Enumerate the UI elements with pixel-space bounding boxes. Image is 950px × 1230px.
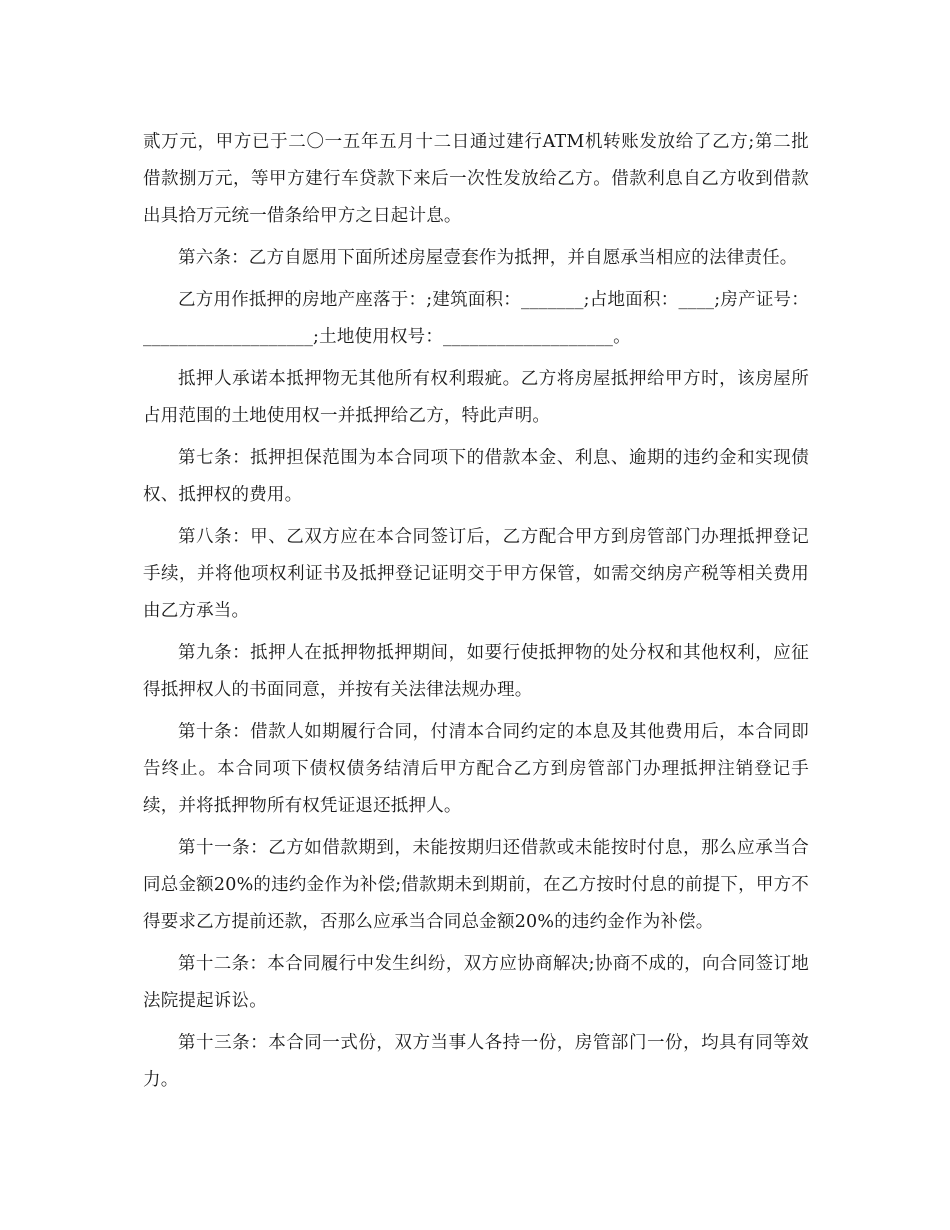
paragraph-mortgagor-commitment: 抵押人承诺本抵押物无其他所有权利瑕疵。乙方将房屋抵押给甲方时，该房屋所占用范围的土地使用权一并抵押给乙方，特此声明。 xyxy=(143,369,809,426)
paragraph-article-13: 第十三条：本合同一式份，双方当事人各持一份，房管部门一份，均具有同等效力。 xyxy=(143,1033,809,1090)
paragraph-article-6: 第六条：乙方自愿用下面所述房屋壹套作为抵押，并自愿承当相应的法律责任。 xyxy=(178,248,798,268)
paragraph-article-9: 第九条：抵押人在抵押物抵押期间，如要行使抵押物的处分权和其他权利，应征得抵押权人的书面同意，并按有关法律法规办理。 xyxy=(143,643,809,700)
paragraph-continuation: 贰万元，甲方已于二〇一五年五月十二日通过建行ATM机转账发放给了乙方;第二批借款捌万元，等甲方建行车贷款下来后一次性发放给乙方。借款利息自乙方收到借款出具拾万元统一借条给甲方之日起计息。 xyxy=(143,132,809,226)
paragraph-article-10: 第十条：借款人如期履行合同，付清本合同约定的本息及其他费用后，本合同即告终止。本合同项下债权债务结清后甲方配合乙方到房管部门办理抵押注销登记手续，并将抵押物所有权凭证退还抵押人。 xyxy=(143,722,809,816)
paragraph-article-8: 第八条：甲、乙双方应在本合同签订后，乙方配合甲方到房管部门办理抵押登记手续，并将他项权利证书及抵押登记证明交于甲方保管，如需交纳房产税等相关费用由乙方承当。 xyxy=(143,527,809,621)
paragraph-article-12: 第十二条：本合同履行中发生纠纷，双方应协商解决;协商不成的，向合同签订地法院提起诉讼。 xyxy=(143,954,809,1011)
paragraph-article-11: 第十一条：乙方如借款期到，未能按期归还借款或未能按时付息，那么应承当合同总金额20%的违约金作为补偿;借款期未到期前，在乙方按时付息的前提下，甲方不得要求乙方提前还款，否那么应承当合同总金额20%的违约金作为补偿。 xyxy=(143,838,809,932)
document-body xyxy=(143,124,809,1104)
paragraph-property-details: 乙方用作抵押的房地产座落于：;建筑面积：_______;占地面积：____;房产证号：___________________;土地使用权号：___________________。 xyxy=(143,290,809,347)
paragraph-article-7: 第七条：抵押担保范围为本合同项下的借款本金、利息、逾期的违约金和实现债权、抵押权的费用。 xyxy=(143,448,809,505)
